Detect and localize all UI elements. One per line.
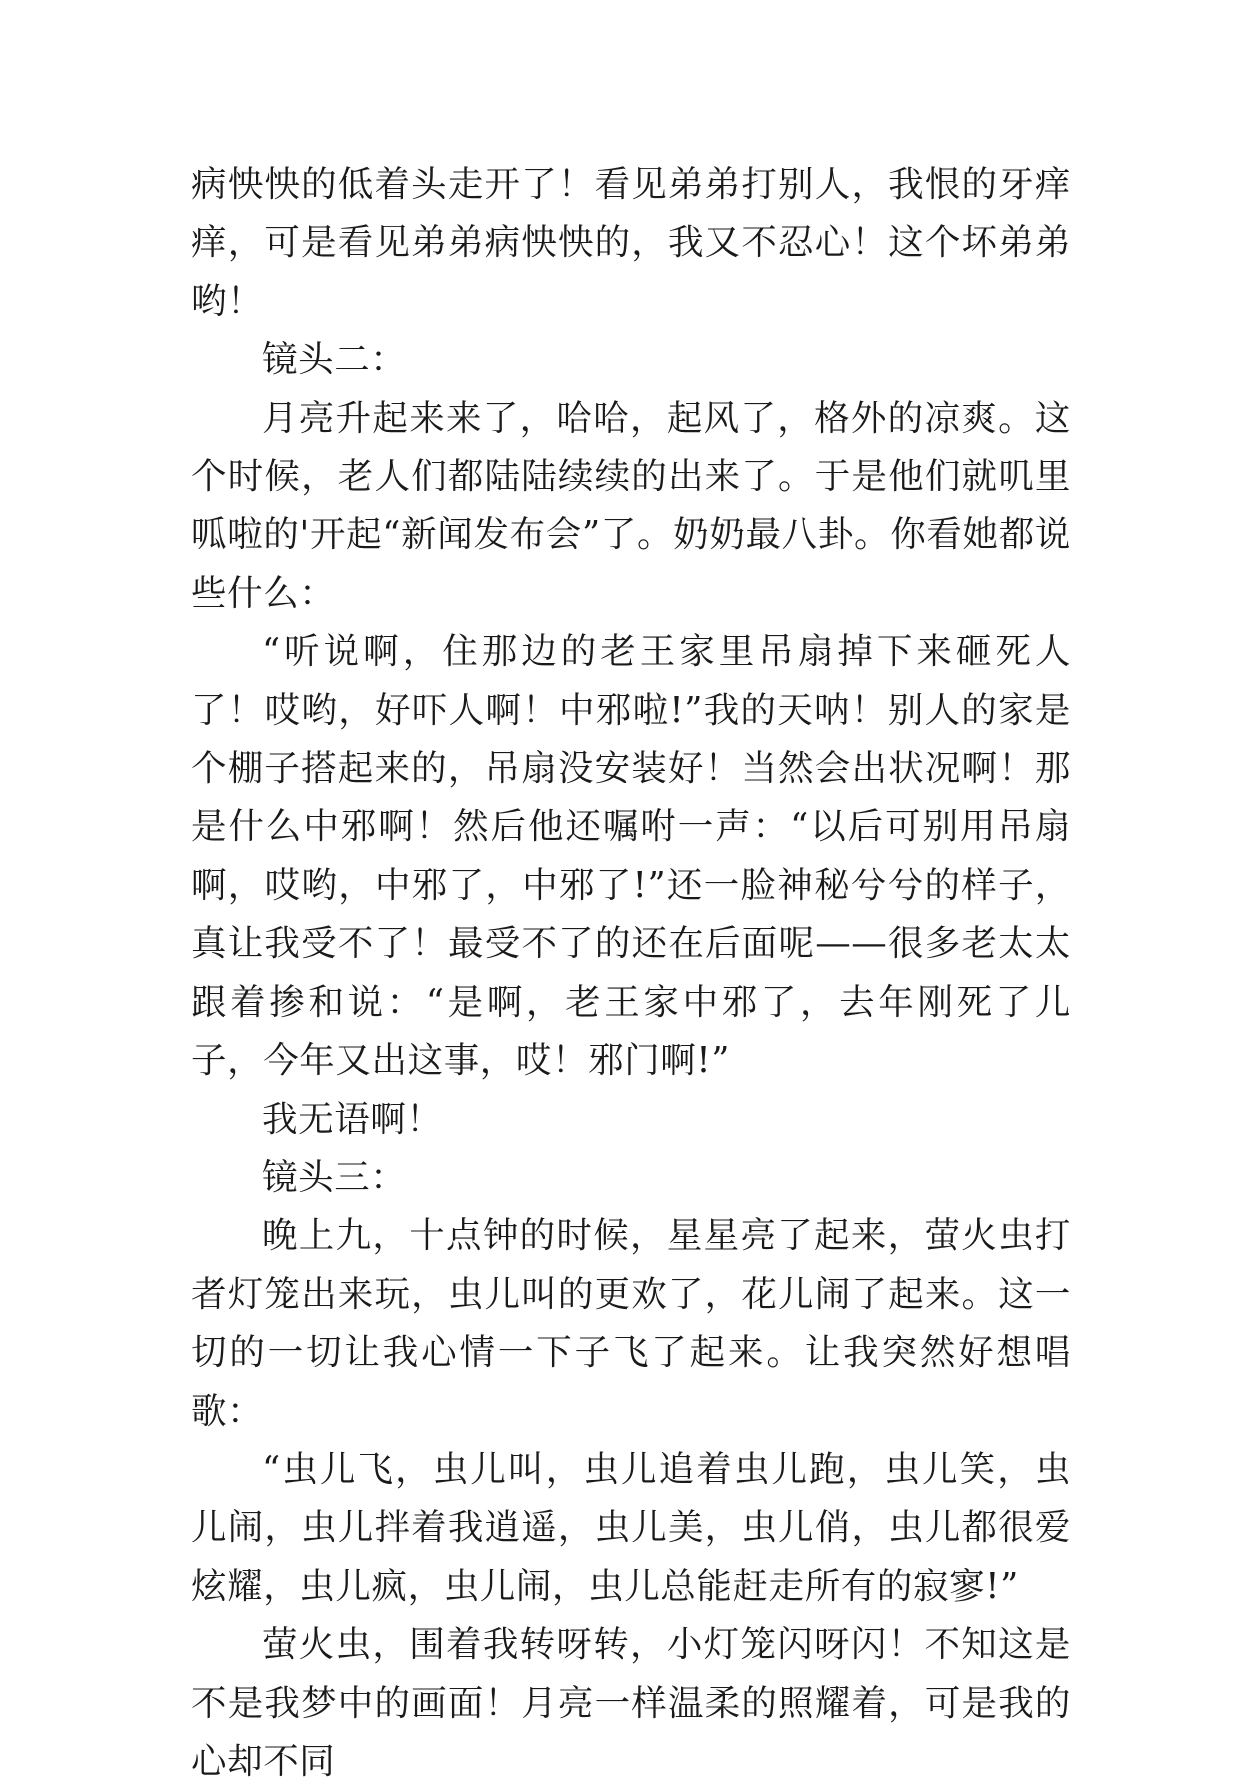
paragraph-8: “虫儿飞，虫儿叫，虫儿追着虫儿跑，虫儿笑，虫儿闹，虫儿拌着我逍遥，虫儿美，虫儿俏，虫儿都很爱炫耀，虫儿疯，虫儿闹，虫儿总能赶走所有的寂寥!” (191, 1448, 1071, 1607)
paragraph-6: 镜头三： (262, 1156, 407, 1198)
paragraph-7: 晚上九，十点钟的时候，星星亮了起来，萤火虫打者灯笼出来玩，虫儿叫的更欢了，花儿闹了起来。这一切的一切让我心情一下子飞了起来。让我突然好想唱歌： (191, 1215, 1071, 1432)
paragraph-3: 月亮升起来来了，哈哈，起风了，格外的凉爽。这个时候，老人们都陆陆续续的出来了。于是他们就叽里呱啦的'开起“新闻发布会”了。奶奶最八卦。你看她都说些什么： (191, 397, 1071, 614)
paragraph-5: 我无语啊！ (262, 1098, 443, 1140)
paragraph-1: 病怏怏的低着头走开了！看见弟弟打别人，我恨的牙痒痒，可是看见弟弟病怏怏的，我又不忍心！这个坏弟弟哟！ (191, 164, 1071, 322)
body-text (191, 156, 1071, 1791)
paragraph-9: 萤火虫，围着我转呀转，小灯笼闪呀闪！不知这是不是我梦中的画面！月亮一样温柔的照耀着，可是我的心却不同 (191, 1624, 1071, 1782)
paragraph-4: “听说啊，住那边的老王家里吊扇掉下来砸死人了！哎哟，好吓人啊！中邪啦!”我的天呐！别人的家是个棚子搭起来的，吊扇没安装好！当然会出状况啊！那是什么中邪啊！然后他还嘱咐一声：“以后可别用吊扇啊，哎哟，中邪了，中邪了!”还一脸神秘兮兮的样子，真让我受不了！最受不了的还在后面呢——很多老太太跟着掺和说：“是啊，老王家中邪了，去年刚死了儿子，今年又出这事，哎！邪门啊!” (191, 631, 1071, 1082)
paragraph-2: 镜头二： (262, 339, 407, 381)
